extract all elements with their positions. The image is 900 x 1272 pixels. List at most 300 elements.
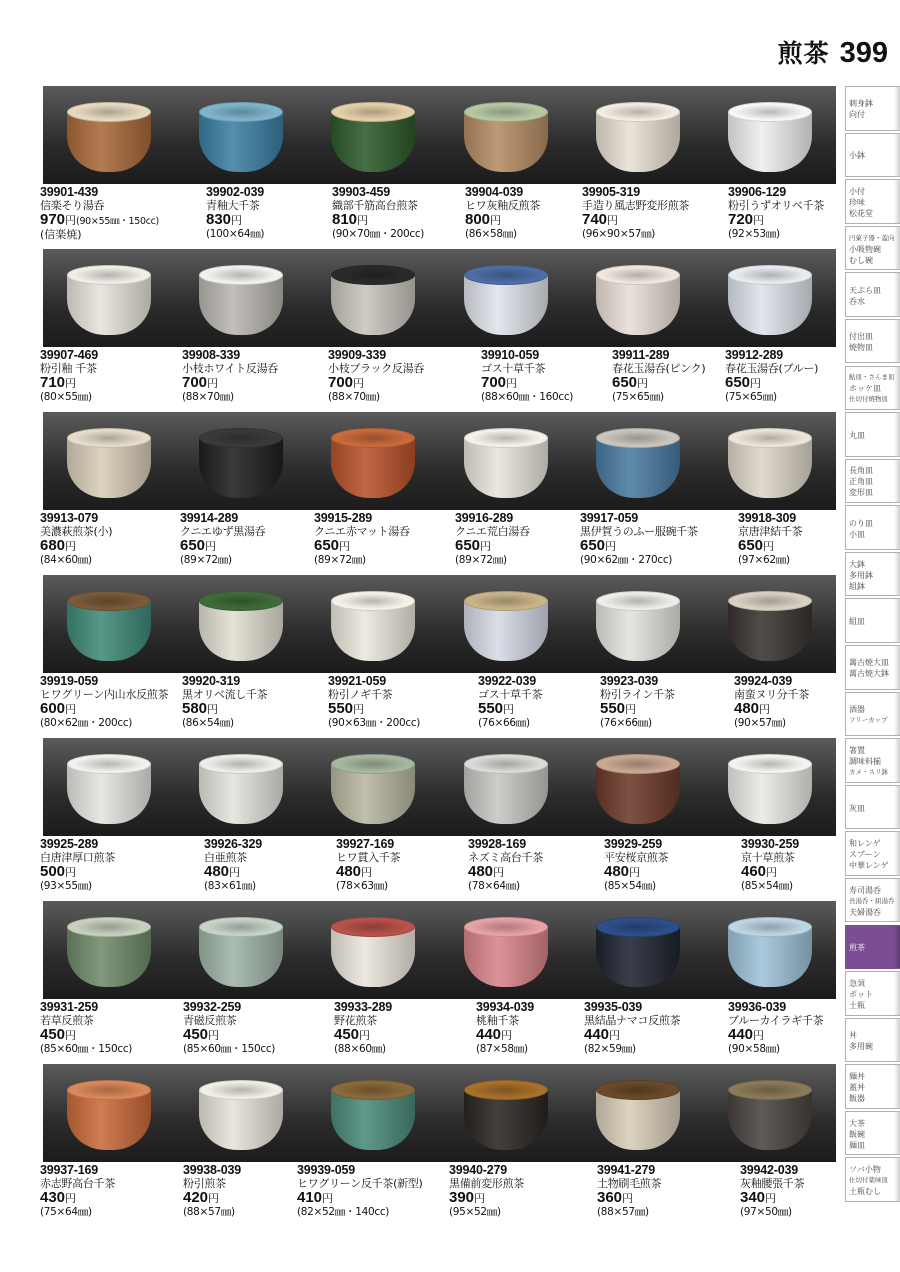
product-item[interactable] xyxy=(182,675,267,730)
product-item[interactable] xyxy=(449,1164,524,1219)
category-tab[interactable] xyxy=(845,878,900,923)
teacup-rim xyxy=(728,754,812,774)
product-price: 440 xyxy=(584,1026,610,1043)
category-tab-label: むし碗 xyxy=(849,255,873,265)
product-code: 39922-039 xyxy=(478,674,536,688)
teacup-rim xyxy=(67,428,151,448)
price-unit xyxy=(357,214,368,227)
teacup-image xyxy=(199,754,283,824)
yen-label: 円 xyxy=(753,1029,765,1042)
price-unit xyxy=(359,1029,370,1042)
category-tab[interactable] xyxy=(845,1064,900,1109)
product-price-line xyxy=(481,375,573,390)
product-name: 黒結晶ナマコ反煎茶 xyxy=(584,1014,681,1027)
yen-label: 円 xyxy=(65,1192,77,1205)
price-unit xyxy=(750,377,761,390)
teacup-rim xyxy=(464,591,548,611)
product-item[interactable] xyxy=(332,186,424,241)
category-tab-label: 蓋丼 xyxy=(849,1083,865,1093)
product-name: 信楽そり湯呑 xyxy=(40,199,105,212)
teacup-image xyxy=(199,917,283,987)
product-item[interactable] xyxy=(40,838,115,893)
product-dimensions: (100×64㎜) xyxy=(206,228,265,240)
teacup-rim xyxy=(199,917,283,937)
product-price-line xyxy=(332,212,424,227)
teacup-rim xyxy=(464,917,548,937)
product-item[interactable] xyxy=(597,1164,661,1219)
product-code: 39925-289 xyxy=(40,837,98,851)
category-tab-label: 萬古焼大鉢 xyxy=(849,669,889,679)
product-price-line xyxy=(449,1190,524,1205)
category-tab[interactable] xyxy=(845,971,900,1016)
product-item[interactable] xyxy=(584,1001,680,1056)
product-name: 桃釉千茶 xyxy=(476,1014,519,1027)
product-code: 39912-289 xyxy=(725,348,783,362)
category-tab[interactable] xyxy=(845,133,900,178)
category-tab-label: 長角皿 xyxy=(849,466,873,476)
product-photo-strip xyxy=(43,86,836,184)
category-tab-label: 灰皿 xyxy=(849,803,865,813)
category-tab-label: 変形皿 xyxy=(849,488,873,498)
product-name: 粉引煎茶 xyxy=(183,1177,226,1190)
product-dimensions-row xyxy=(728,1042,823,1056)
yen-label: 円 xyxy=(766,866,778,879)
product-name: ヒワグリーン反千茶(新型) xyxy=(297,1177,423,1190)
price-unit xyxy=(65,1029,76,1042)
teacup-image xyxy=(199,265,283,335)
teacup-rim xyxy=(67,265,151,285)
product-dimensions-row xyxy=(180,553,265,567)
page-number: 399 xyxy=(839,37,888,69)
category-tab-label: ホッケ皿 xyxy=(849,384,881,394)
product-name: 若草反煎茶 xyxy=(40,1014,94,1027)
product-item[interactable] xyxy=(455,512,530,567)
product-name: ブルーカイラギ千茶 xyxy=(728,1014,824,1027)
teacup-rim xyxy=(199,1080,283,1100)
product-code: 39917-059 xyxy=(580,511,638,525)
teacup-rim xyxy=(67,102,151,122)
price-unit xyxy=(480,540,491,553)
category-tab[interactable] xyxy=(845,692,900,737)
product-code: 39931-259 xyxy=(40,1000,98,1014)
teacup-image xyxy=(596,754,680,824)
yen-label: 円 xyxy=(605,540,617,553)
price-unit xyxy=(65,1192,76,1205)
product-item[interactable] xyxy=(468,838,543,893)
product-dimensions-row xyxy=(612,390,705,404)
product-price-line xyxy=(455,538,530,553)
product-dimensions-row xyxy=(328,390,424,404)
product-code: 39906-129 xyxy=(728,185,786,199)
yen-label: 円 xyxy=(361,866,373,879)
product-price-line xyxy=(40,701,168,716)
product-code: 39924-039 xyxy=(734,674,792,688)
product-price: 440 xyxy=(476,1026,502,1043)
product-dimensions: (89×72㎜) xyxy=(455,554,507,566)
product-row xyxy=(40,86,836,246)
product-item[interactable] xyxy=(728,1001,823,1056)
product-item[interactable] xyxy=(204,838,262,893)
product-item[interactable] xyxy=(740,1164,804,1219)
teacup-image xyxy=(596,917,680,987)
category-tab-label: フリーカップ xyxy=(849,715,888,724)
product-item[interactable] xyxy=(183,1164,241,1219)
price-unit xyxy=(629,866,640,879)
product-price: 680 xyxy=(40,537,66,554)
teacup-rim xyxy=(728,102,812,122)
product-dimensions-row xyxy=(334,1042,392,1056)
product-code: 39920-319 xyxy=(182,674,240,688)
product-price: 460 xyxy=(741,863,767,880)
product-code: 39916-289 xyxy=(455,511,513,525)
teacup-image xyxy=(464,917,548,987)
product-price: 580 xyxy=(182,700,208,717)
price-unit xyxy=(65,866,76,879)
product-item[interactable] xyxy=(182,349,278,404)
teacup-image xyxy=(331,265,415,335)
product-name: 春花玉湯呑(ピンク) xyxy=(612,362,706,375)
teacup-rim xyxy=(331,754,415,774)
category-tab-label: 麺皿 xyxy=(849,1140,865,1150)
product-item[interactable] xyxy=(612,349,705,404)
yen-label: 円 xyxy=(622,1192,634,1205)
product-item[interactable] xyxy=(476,1001,534,1056)
page-title: 煎茶 xyxy=(777,39,830,68)
product-item[interactable] xyxy=(734,675,809,730)
price-unit xyxy=(208,1029,219,1042)
price-unit xyxy=(208,1192,219,1205)
teacup-image xyxy=(728,1080,812,1150)
price-unit xyxy=(625,703,636,716)
yen-label: 円 xyxy=(65,866,77,879)
teacup-image xyxy=(67,591,151,661)
price-unit xyxy=(607,214,618,227)
product-dimensions: (88×57㎜) xyxy=(597,1206,649,1218)
category-tab[interactable] xyxy=(845,598,900,643)
product-dimensions: (80×62㎜・200cc) xyxy=(40,717,133,729)
product-price: 810 xyxy=(332,211,358,228)
price-unit xyxy=(339,540,350,553)
yen-label: 円 xyxy=(208,1029,220,1042)
category-tab[interactable] xyxy=(845,226,900,271)
product-code: 39937-169 xyxy=(40,1163,98,1177)
product-item[interactable] xyxy=(297,1164,422,1219)
category-tab-label: 大鉢 xyxy=(849,559,865,569)
product-item[interactable] xyxy=(738,512,802,567)
teacup-rim xyxy=(331,917,415,937)
product-code: 39910-059 xyxy=(481,348,539,362)
teacup-rim xyxy=(728,917,812,937)
teacup-rim xyxy=(596,917,680,937)
category-tab-label: 松花堂 xyxy=(849,208,873,218)
product-price: 720 xyxy=(728,211,754,228)
product-dimensions: (76×66㎜) xyxy=(478,717,530,729)
category-tab-label: 鮎皿・さんま皿 xyxy=(849,373,895,382)
product-item[interactable] xyxy=(728,186,824,241)
product-code: 39941-279 xyxy=(597,1163,655,1177)
product-dimensions-row xyxy=(204,879,262,893)
product-dimensions: (88×70㎜) xyxy=(182,391,234,403)
teacup-image xyxy=(67,917,151,987)
product-price: 800 xyxy=(465,211,491,228)
product-dimensions-row xyxy=(725,390,818,404)
category-tab[interactable] xyxy=(845,412,900,457)
product-dimensions: (88×60㎜) xyxy=(334,1043,386,1055)
teacup-image xyxy=(728,754,812,824)
product-price-line xyxy=(580,538,698,553)
product-code: 39942-039 xyxy=(740,1163,798,1177)
product-item[interactable] xyxy=(40,1001,132,1056)
price-unit xyxy=(490,214,501,227)
product-name: 平安桜京煎茶 xyxy=(604,851,669,864)
category-tab[interactable] xyxy=(845,1157,900,1202)
product-name: ネズミ高台千茶 xyxy=(468,851,543,864)
product-price: 650 xyxy=(725,374,751,391)
product-item[interactable] xyxy=(328,675,420,730)
product-item[interactable] xyxy=(40,186,159,241)
category-tab[interactable] xyxy=(845,831,900,876)
product-price-line xyxy=(465,212,540,227)
product-item[interactable] xyxy=(336,838,400,893)
teacup-rim xyxy=(596,1080,680,1100)
product-price: 550 xyxy=(600,700,626,717)
yen-label: 円 xyxy=(750,377,762,390)
category-tab[interactable] xyxy=(845,366,900,411)
product-code: 39927-169 xyxy=(336,837,394,851)
product-code: 39933-289 xyxy=(334,1000,392,1014)
product-dimensions: (85×60㎜・150cc) xyxy=(40,1043,133,1055)
product-dimensions: (80×55㎜) xyxy=(40,391,92,403)
teacup-image xyxy=(67,754,151,824)
product-price-line xyxy=(204,864,262,879)
product-name: 南蛮ヌリ分千茶 xyxy=(734,688,809,701)
product-price: 550 xyxy=(328,700,354,717)
yen-label: 円 xyxy=(503,703,515,716)
product-dimensions-row xyxy=(328,716,420,730)
teacup-rim xyxy=(728,1080,812,1100)
product-name: ヒワグリーン内山水反煎茶 xyxy=(40,688,169,701)
product-dimensions: (95×52㎜) xyxy=(449,1206,501,1218)
teacup-rim xyxy=(728,428,812,448)
category-tab[interactable] xyxy=(845,645,900,690)
product-item[interactable] xyxy=(582,186,689,241)
category-tab[interactable] xyxy=(845,1111,900,1156)
product-code: 39914-289 xyxy=(180,511,238,525)
product-code: 39935-039 xyxy=(584,1000,642,1014)
product-dimensions-row xyxy=(741,879,799,893)
category-tab[interactable] xyxy=(845,738,900,783)
product-price-line xyxy=(597,1190,661,1205)
price-unit xyxy=(207,377,218,390)
product-item[interactable] xyxy=(40,512,112,567)
teacup-image xyxy=(728,265,812,335)
teacup-image xyxy=(331,754,415,824)
price-unit xyxy=(763,540,774,553)
product-item[interactable] xyxy=(580,512,698,567)
product-dimensions: (88×60㎜・160cc) xyxy=(481,391,574,403)
category-tab[interactable] xyxy=(845,1018,900,1063)
teacup-image xyxy=(67,102,151,172)
product-price-line xyxy=(182,701,267,716)
yen-label: 円 xyxy=(65,1029,77,1042)
product-price-line xyxy=(183,1027,275,1042)
category-tab-label: 多用碗 xyxy=(849,1041,873,1051)
product-price-line xyxy=(40,538,112,553)
product-item[interactable] xyxy=(206,186,264,241)
price-unit xyxy=(361,866,372,879)
product-dimensions: (93×55㎜) xyxy=(40,880,92,892)
category-tab[interactable] xyxy=(845,552,900,597)
product-name: 粉引ノギ千茶 xyxy=(328,688,393,701)
product-item[interactable] xyxy=(741,838,799,893)
price-unit xyxy=(229,866,240,879)
product-item[interactable] xyxy=(180,512,265,567)
product-price: 740 xyxy=(582,211,608,228)
yen-label: 円 xyxy=(65,377,77,390)
product-name: 美濃萩煎茶(小) xyxy=(40,525,113,538)
product-dimensions-row xyxy=(297,1205,422,1219)
category-tab[interactable] xyxy=(845,86,900,131)
product-item[interactable] xyxy=(725,349,818,404)
product-code: 39940-279 xyxy=(449,1163,507,1177)
price-unit xyxy=(322,1192,333,1205)
product-price: 390 xyxy=(449,1189,475,1206)
product-dimensions-row xyxy=(580,553,698,567)
product-price: 480 xyxy=(204,863,230,880)
teacup-image xyxy=(728,591,812,661)
teacup-image xyxy=(67,1080,151,1150)
product-dimensions: (82×52㎜・140cc) xyxy=(297,1206,390,1218)
teacup-image xyxy=(67,265,151,335)
price-unit xyxy=(766,866,777,879)
product-dimensions-row xyxy=(604,879,668,893)
product-price: 480 xyxy=(468,863,494,880)
price-unit xyxy=(474,1192,485,1205)
product-item[interactable] xyxy=(40,349,98,404)
product-price-line xyxy=(600,701,675,716)
product-item[interactable] xyxy=(465,186,540,241)
category-tab[interactable] xyxy=(845,179,900,224)
product-price-line xyxy=(584,1027,680,1042)
product-price: 450 xyxy=(40,1026,66,1043)
yen-label: 円 xyxy=(490,214,502,227)
category-tab[interactable] xyxy=(845,272,900,317)
teacup-rim xyxy=(67,1080,151,1100)
yen-label: 円 xyxy=(357,214,369,227)
category-tab[interactable] xyxy=(845,459,900,504)
category-tab-label: 組鉢 xyxy=(849,581,865,591)
product-dimensions-row xyxy=(314,553,410,567)
yen-label: 円 xyxy=(607,214,619,227)
product-price-line xyxy=(206,212,264,227)
product-item[interactable] xyxy=(183,1001,275,1056)
product-price: 700 xyxy=(182,374,208,391)
product-item[interactable] xyxy=(481,349,573,404)
teacup-rim xyxy=(199,428,283,448)
product-dimensions-row xyxy=(40,390,98,404)
product-dimensions: (75×64㎜) xyxy=(40,1206,92,1218)
category-tab-active[interactable] xyxy=(845,925,900,970)
product-item[interactable] xyxy=(334,1001,392,1056)
category-tab[interactable] xyxy=(845,319,900,364)
price-unit xyxy=(205,540,216,553)
category-tab-label: 麺丼 xyxy=(849,1072,865,1082)
product-dimensions-row xyxy=(332,227,424,241)
product-name: 粉引うずオリベ千茶 xyxy=(728,199,824,212)
product-item[interactable] xyxy=(314,512,410,567)
product-dimensions: (90×55㎜・150cc) xyxy=(76,216,159,227)
product-price-line xyxy=(725,375,818,390)
teacup-rim xyxy=(464,1080,548,1100)
category-tab-label: 和レンゲ xyxy=(849,839,881,849)
product-name: ヒワ貫入千茶 xyxy=(336,851,401,864)
teacup-rim xyxy=(728,265,812,285)
yen-label: 円 xyxy=(493,866,505,879)
product-price: 970 xyxy=(40,211,66,228)
product-name: 黒オリベ流し千茶 xyxy=(182,688,268,701)
product-price-line xyxy=(336,864,400,879)
teacup-rim xyxy=(331,102,415,122)
product-price-line xyxy=(40,1190,115,1205)
product-price-line xyxy=(40,212,159,228)
product-price-line xyxy=(182,375,278,390)
product-item[interactable] xyxy=(328,349,424,404)
teacup-image xyxy=(67,428,151,498)
product-price: 830 xyxy=(206,211,232,228)
product-price: 650 xyxy=(612,374,638,391)
category-tab-label: 焼物皿 xyxy=(849,343,873,353)
category-tab[interactable] xyxy=(845,505,900,550)
teacup-rim xyxy=(728,591,812,611)
teacup-rim xyxy=(464,428,548,448)
product-dimensions: (75×65㎜) xyxy=(612,391,664,403)
yen-label: 円 xyxy=(322,1192,334,1205)
product-code: 39909-339 xyxy=(328,348,386,362)
yen-label: 円 xyxy=(65,703,77,716)
category-tab-label: のり皿 xyxy=(849,518,873,528)
teacup-image xyxy=(596,591,680,661)
product-price: 500 xyxy=(40,863,66,880)
product-item[interactable] xyxy=(604,838,668,893)
product-price-line xyxy=(183,1190,241,1205)
price-unit xyxy=(65,214,76,227)
product-dimensions: (89×72㎜) xyxy=(180,554,232,566)
teacup-rim xyxy=(596,754,680,774)
product-dimensions-row xyxy=(468,879,543,893)
product-price: 420 xyxy=(183,1189,209,1206)
teacup-rim xyxy=(199,591,283,611)
price-unit xyxy=(353,703,364,716)
price-unit xyxy=(759,703,770,716)
category-tab-label: 付出皿 xyxy=(849,332,873,342)
product-code: 39918-309 xyxy=(738,511,796,525)
product-dimensions: (83×61㎜) xyxy=(204,880,256,892)
product-price: 710 xyxy=(40,374,66,391)
price-unit xyxy=(622,1192,633,1205)
product-price: 550 xyxy=(478,700,504,717)
product-dimensions: (78×64㎜) xyxy=(468,880,520,892)
teacup-image xyxy=(728,917,812,987)
product-price: 480 xyxy=(336,863,362,880)
yen-label: 円 xyxy=(501,1029,513,1042)
product-dimensions-row xyxy=(40,716,168,730)
product-item[interactable] xyxy=(478,675,542,730)
product-item[interactable] xyxy=(600,675,675,730)
product-item[interactable] xyxy=(40,675,168,730)
product-item[interactable] xyxy=(40,1164,115,1219)
product-code: 39939-059 xyxy=(297,1163,355,1177)
category-tab[interactable] xyxy=(845,785,900,830)
